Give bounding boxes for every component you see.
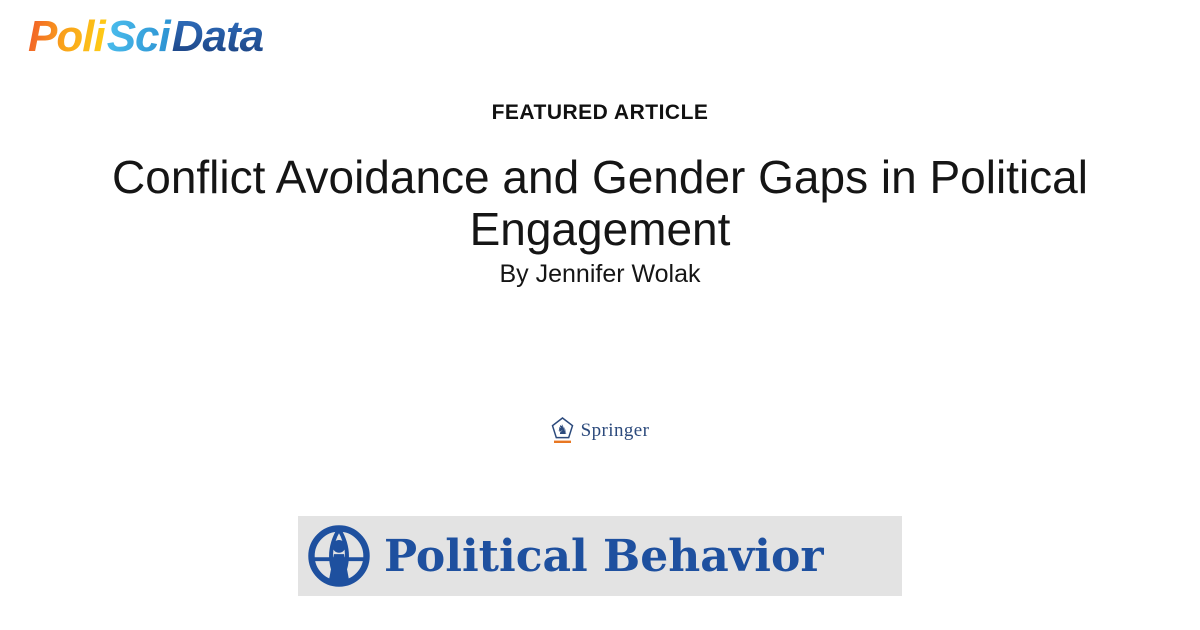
brand-logo[interactable] [28,12,265,62]
journal-name: Political Behavior [384,530,824,582]
publisher-logo[interactable] [0,417,1200,444]
springer-knight-icon [551,417,574,444]
globe-person-icon [307,524,371,588]
svg-text:♞: ♞ [556,422,568,438]
brand-logo-part-data: Data [171,12,264,61]
article-byline: By Jennifer Wolak [499,260,701,288]
article-title: Conflict Avoidance and Gender Gaps in Political Engagement [112,151,1088,255]
brand-logo-part-poli: Poli [28,12,105,61]
publisher-name: Springer [580,419,650,441]
brand-logo-part-sci: Sci [106,12,170,61]
featured-article-kicker: FEATURED ARTICLE [491,101,709,124]
journal-banner[interactable] [298,516,902,596]
